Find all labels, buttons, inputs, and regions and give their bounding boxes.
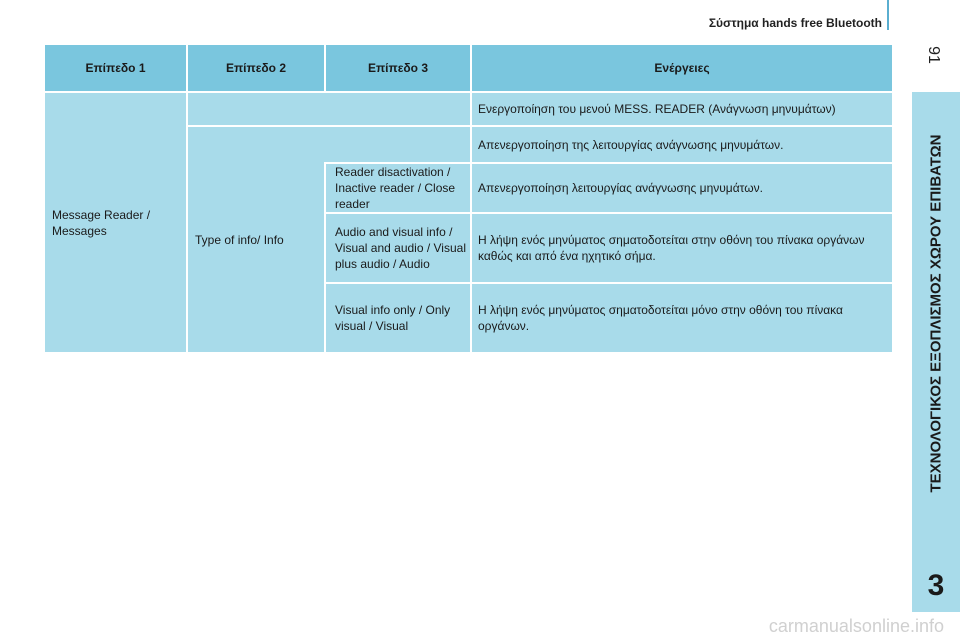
header-divider bbox=[887, 0, 889, 30]
level3-label: Visual info only / Only visual / Visual bbox=[335, 303, 451, 333]
level3-label: Audio and visual info / Visual and audio / Visual plus audio / Audio bbox=[335, 225, 466, 271]
chapter-tab bbox=[912, 560, 960, 612]
level3-cell bbox=[335, 164, 467, 212]
level2-cell bbox=[195, 127, 319, 352]
chapter-title: ΤΕΧΝΟΛΟΓΙΚΟΣ ΕΞΟΠΛΙΣΜΟΣ ΧΩΡΟΥ ΕΠΙΒΑΤΩΝ bbox=[927, 134, 945, 493]
level3-label: Reader disactivation / Inactive reader / Close reader bbox=[335, 165, 456, 211]
action-text: Ενεργοποίηση του μενού MESS. READER (Ανάγνωση μηνυμάτων) bbox=[478, 102, 836, 116]
action-cell bbox=[478, 127, 886, 162]
level3-cell bbox=[335, 214, 467, 282]
header-cell-actions: Ενέργειες bbox=[472, 45, 892, 91]
header-title: Σύστημα hands free Bluetooth bbox=[708, 16, 882, 30]
action-text: Απενεργοποίηση της λειτουργίας ανάγνωσης μηνυμάτων. bbox=[478, 137, 784, 152]
action-cell bbox=[478, 93, 886, 125]
header-cell-level2: Επίπεδο 2 bbox=[188, 45, 324, 91]
level1-label: Message Reader / Messages bbox=[52, 207, 151, 238]
col-divider-2-body bbox=[324, 164, 326, 352]
header-cell-level1: Επίπεδο 1 bbox=[45, 45, 186, 91]
action-text: Η λήψη ενός μηνύματος σηματοδοτείται στην οθόνη του πίνακα οργάνων καθώς και από ένα ηχητικό σήμα. bbox=[478, 233, 865, 263]
page-number: 91 bbox=[925, 46, 942, 64]
level2-label: Type of info/ Info bbox=[195, 232, 284, 247]
footer-watermark: carmanualsonline.info bbox=[768, 616, 944, 636]
level3-cell bbox=[335, 284, 467, 352]
action-text: Η λήψη ενός μηνύματος σηματοδοτείται μόνο στην οθόνη του πίνακα οργάνων. bbox=[478, 303, 843, 333]
action-cell bbox=[478, 284, 868, 352]
action-text: Απενεργοποίηση λειτουργίας ανάγνωσης μηνυμάτων. bbox=[478, 181, 763, 195]
chapter-number: 3 bbox=[927, 569, 945, 602]
header-cell-level3: Επίπεδο 3 bbox=[326, 45, 470, 91]
level1-cell bbox=[52, 93, 180, 352]
col-divider-1 bbox=[186, 45, 188, 352]
col-divider-2-header bbox=[324, 45, 326, 93]
col-divider-3 bbox=[470, 45, 472, 352]
menu-table bbox=[45, 45, 892, 352]
action-cell bbox=[478, 214, 868, 282]
action-cell bbox=[478, 164, 886, 212]
